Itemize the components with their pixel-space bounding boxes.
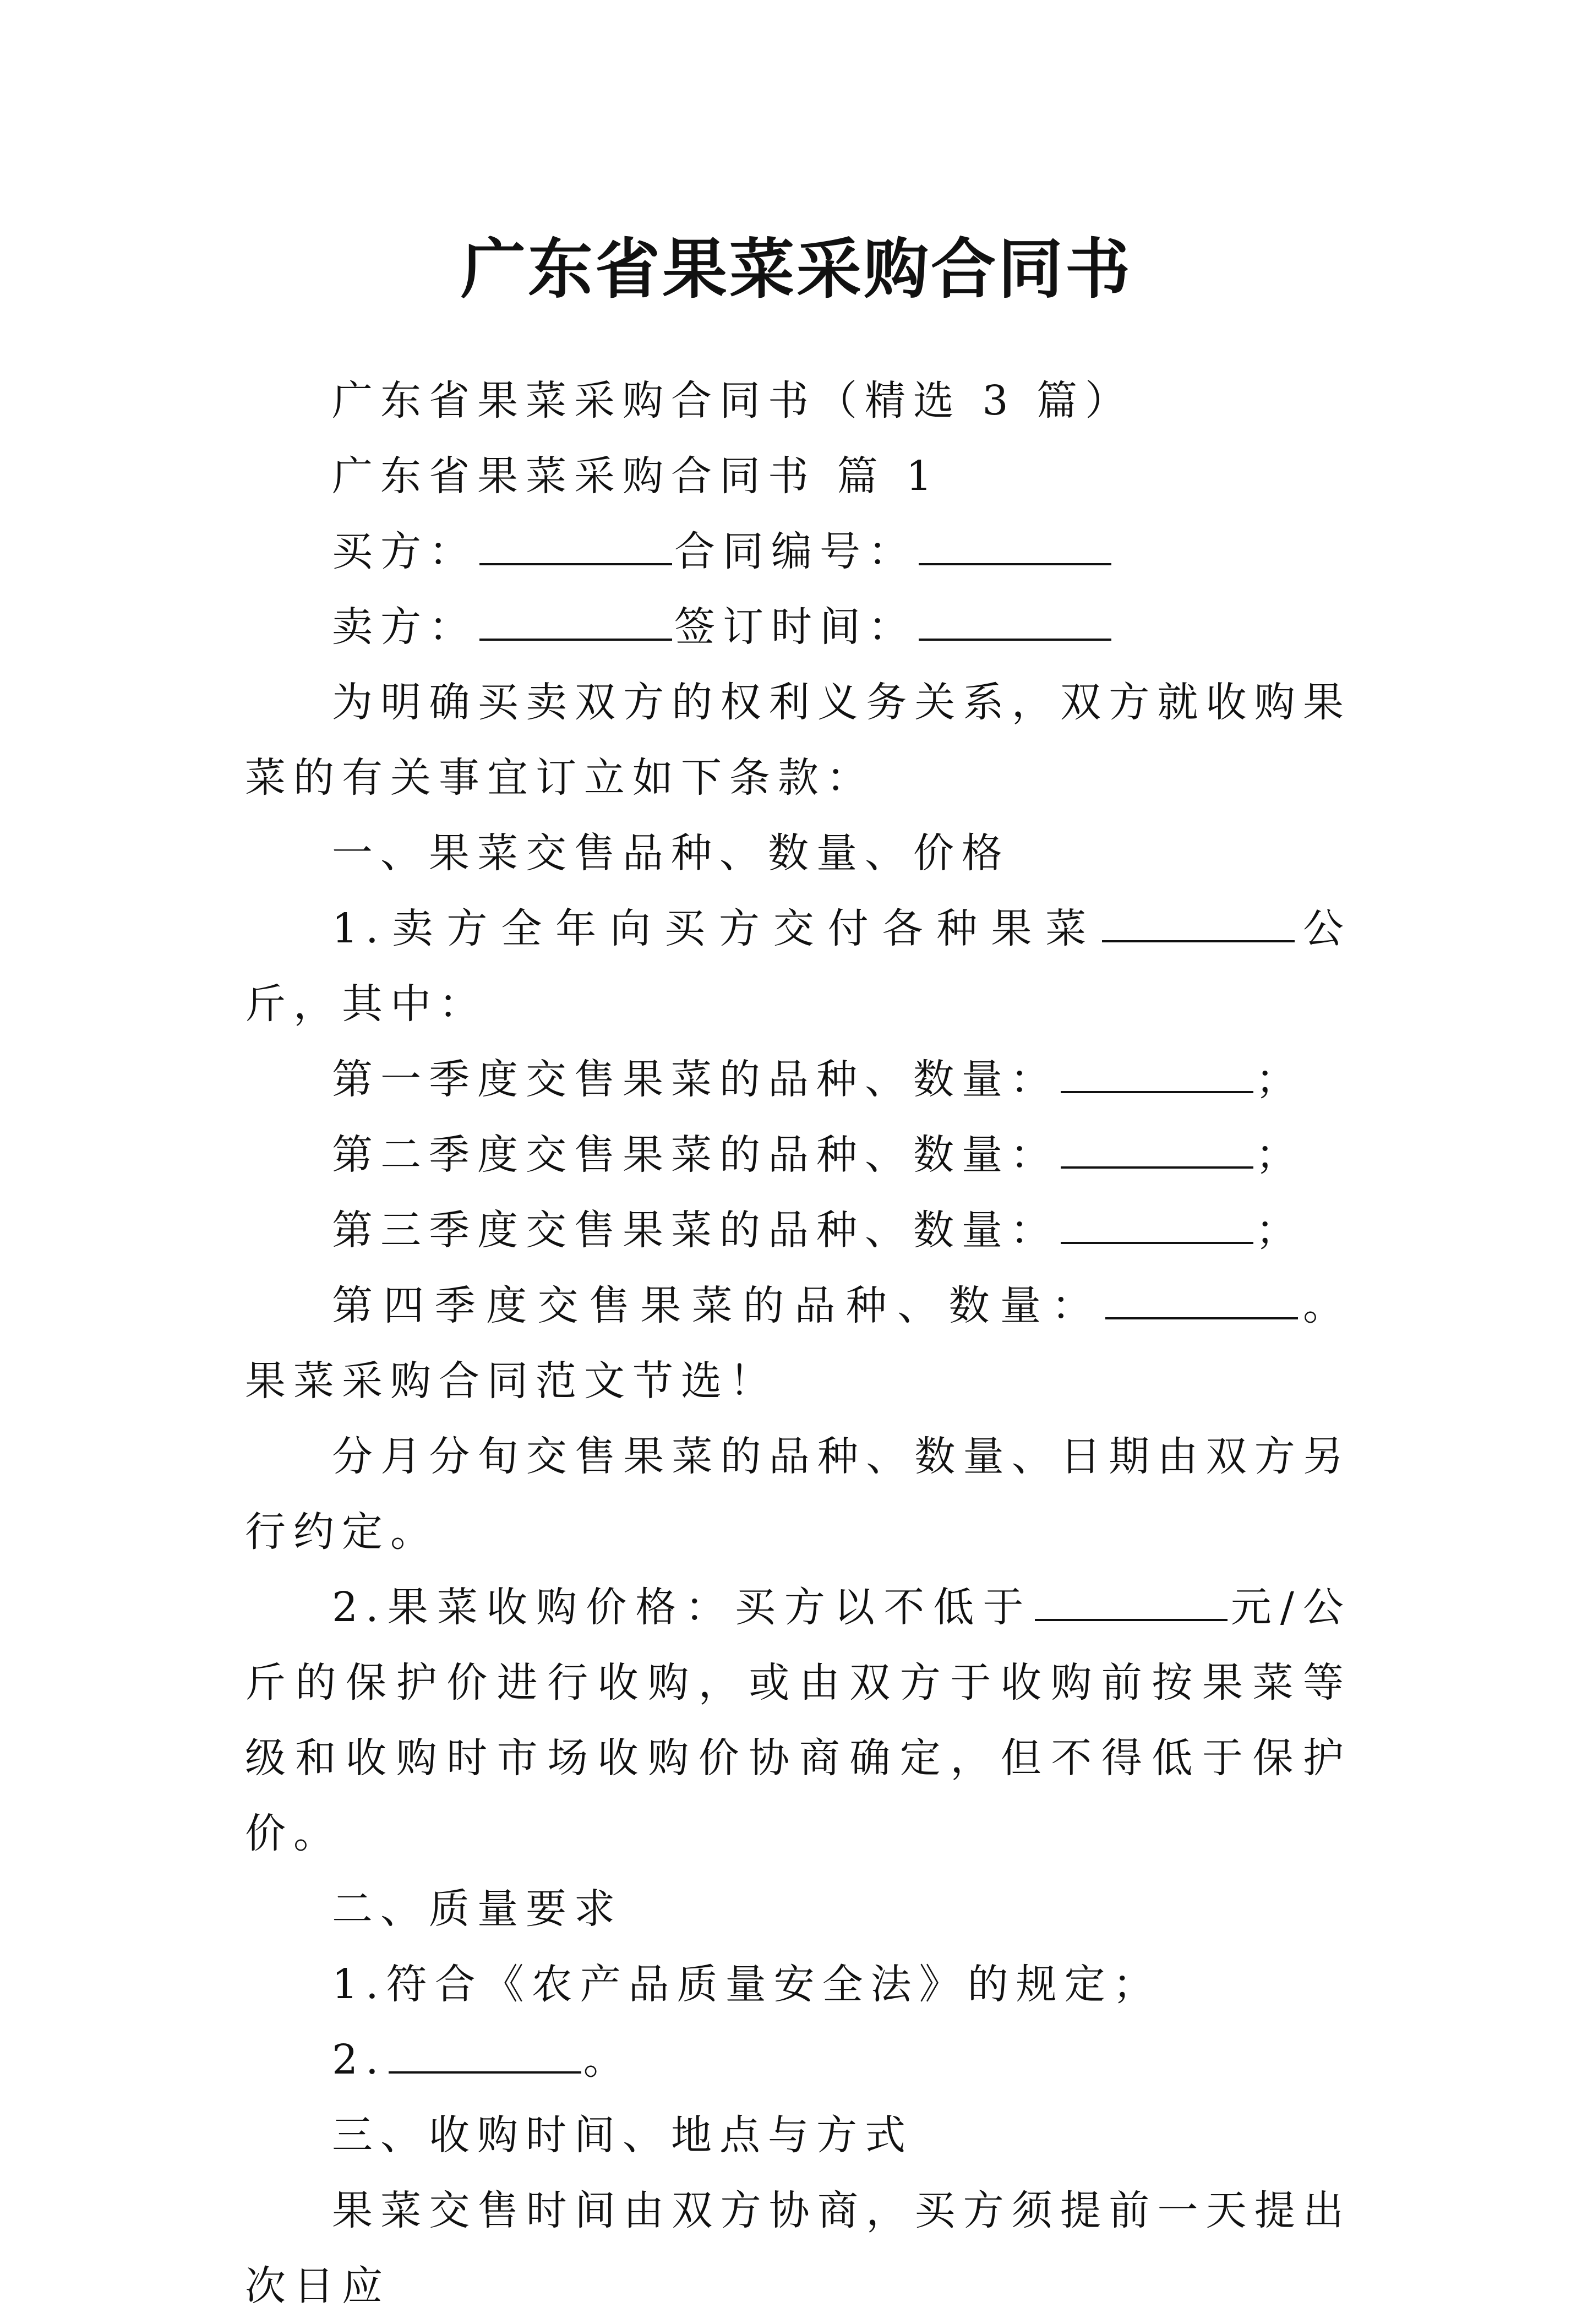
fill-in-blank: [1102, 907, 1295, 942]
paragraph-text: ；: [1256, 1207, 1304, 1254]
paragraph: [245, 514, 1351, 590]
paragraph-text: 第二季度交售果菜的品种、数量：: [332, 1131, 1059, 1179]
paragraph-text: 2.果菜收购价格：买方以不低于: [332, 1584, 1033, 1631]
document-body: [245, 363, 1351, 2324]
paragraph: [245, 1268, 1351, 1419]
paragraph: [245, 2098, 1351, 2173]
paragraph-text: 公斤，其中：: [245, 905, 1352, 1028]
paragraph-text: 分月分旬交售果菜的品种、数量、日期由双方另行约定。: [245, 1433, 1351, 1556]
paragraph-text: ；: [1256, 1131, 1304, 1179]
fill-in-blank: [389, 2038, 581, 2074]
paragraph-text: 三、收购时间、地点与方式: [332, 2112, 913, 2159]
paragraph: [245, 1419, 1351, 1570]
fill-in-blank: [1061, 1133, 1253, 1169]
paragraph-text: 签订时间：: [674, 603, 916, 651]
paragraph: [245, 891, 1351, 1042]
paragraph: [245, 363, 1351, 439]
paragraph: [245, 1042, 1351, 1117]
fill-in-blank: [1035, 1586, 1228, 1621]
paragraph-text: 元/公斤的保护价进行收购，或由双方于收购前按果菜等级和收购时市场收购价协商确定，但不得低于保护价。: [245, 1584, 1351, 1857]
paragraph-text: 第一季度交售果菜的品种、数量：: [332, 1056, 1059, 1103]
paragraph-text: 2.: [332, 2036, 386, 2083]
paragraph-text: 为明确买卖双方的权利义务关系，双方就收购果菜的有关事宜订立如下条款：: [245, 679, 1351, 801]
paragraph: [245, 2022, 1351, 2098]
paragraph-text: 一、果菜交售品种、数量、价格: [332, 830, 1010, 877]
fill-in-blank: [1061, 1058, 1253, 1093]
paragraph: [245, 1872, 1351, 1947]
paragraph-text: ；: [1256, 1056, 1304, 1103]
paragraph-text: 1.卖方全年向买方交付各种果菜: [332, 905, 1100, 952]
paragraph: [245, 1570, 1351, 1872]
paragraph-text: 买方：: [332, 528, 477, 575]
paragraph: [245, 665, 1351, 816]
paragraph-text: 果菜交售时间由双方协商，买方须提前一天提出次日应: [245, 2187, 1351, 2310]
paragraph: [245, 439, 1351, 514]
fill-in-blank: [1105, 1284, 1298, 1319]
paragraph-text: 广东省果菜采购合同书（精选 3 篇）: [332, 377, 1134, 424]
paragraph: [245, 2173, 1351, 2324]
paragraph-text: 。果菜采购合同范文节选！: [245, 1282, 1351, 1405]
paragraph-text: 卖方：: [332, 603, 477, 651]
paragraph-text: 广东省果菜采购合同书 篇 1: [332, 452, 940, 500]
paragraph-text: 合同编号：: [674, 528, 916, 575]
fill-in-blank: [479, 605, 672, 641]
fill-in-blank: [919, 605, 1111, 641]
document-title: 广东省果菜采购合同书: [460, 231, 1132, 308]
fill-in-blank: [919, 530, 1111, 565]
paragraph: [245, 1947, 1351, 2022]
paragraph-text: 第三季度交售果菜的品种、数量：: [332, 1207, 1059, 1254]
paragraph-text: 。: [583, 2036, 632, 2083]
paragraph-text: 第四季度交售果菜的品种、数量：: [332, 1282, 1103, 1329]
paragraph: [245, 816, 1351, 891]
paragraph: [245, 590, 1351, 665]
paragraph-text: 二、质量要求: [332, 1885, 623, 1933]
paragraph: [245, 1193, 1351, 1268]
fill-in-blank: [479, 530, 672, 565]
paragraph: [245, 1117, 1351, 1193]
fill-in-blank: [1061, 1209, 1253, 1244]
paragraph-text: 1.符合《农产品质量安全法》的规定；: [332, 1961, 1161, 2008]
